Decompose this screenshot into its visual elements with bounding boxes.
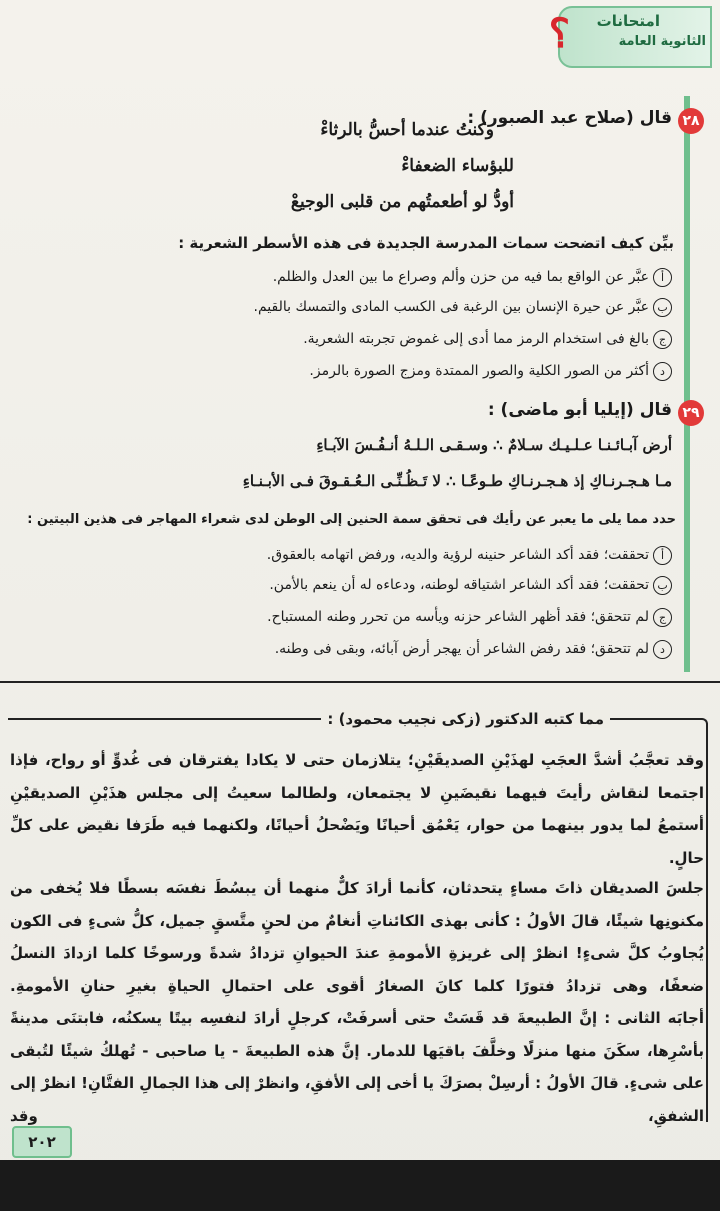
question-mark-icon: ؟ xyxy=(548,10,570,57)
page-number: ٢٠٢ xyxy=(12,1126,72,1158)
option-letter: ب xyxy=(653,298,672,317)
q29-option-d[interactable] xyxy=(275,640,672,659)
q28-option-a[interactable] xyxy=(273,268,672,287)
passage-title: مما كتبه الدكتور (زكى نجيب محمود) : xyxy=(321,710,610,728)
q28-verse-line-1: وكنتُ عندما أحسُّ بالرثاءْ xyxy=(320,120,494,140)
option-text: تحققت؛ فقد أكد الشاعر حنينه لرؤية والديه، ورفض اتهامه بالعقوق. xyxy=(266,547,649,563)
q29-option-b[interactable] xyxy=(269,576,672,595)
q28-verse-line-2: للبؤساء الضعفاءْ xyxy=(401,156,514,176)
q28-option-c[interactable] xyxy=(303,330,672,349)
series-subtitle: الثانوية العامة xyxy=(618,34,706,49)
option-letter: أ xyxy=(653,546,672,565)
question-number-28: ٢٨ xyxy=(678,108,704,134)
option-letter: ج xyxy=(653,608,672,627)
q29-prompt: حدد مما يلى ما يعبر عن رأيك فى تحقق سمة الحنين إلى الوطن لدى شعراء المهاجر فى هذين البيتين : xyxy=(27,512,676,527)
option-text: لم تتحقق؛ فقد رفض الشاعر أن يهجر أرض آبائه، وبقى فى وطنه. xyxy=(274,641,649,657)
option-letter: د xyxy=(653,640,672,659)
option-text: أكثر من الصور الكلية والصور الممتدة ومزج الصورة بالرمز. xyxy=(309,363,649,379)
option-letter: أ xyxy=(653,268,672,287)
option-letter: د xyxy=(653,362,672,381)
option-letter: ب xyxy=(653,576,672,595)
q29-option-a[interactable] xyxy=(267,546,672,565)
passage-paragraph-1: وقد تعجَّبُ أشدَّ العجَبِ لهذَيْنِ الصديقَيْنِ؛ يتلازمان حتى لا يكادا يفترقان فى غُدوٍّ أو رواح، فإذا اجتمعا لنقاش رأيتَ فيهما نقيضَينِ لا يجتمعان، ولطالما سعيتُ إلى مجلس هذَيْنِ الصديقيْنِ أستمعُ لما يدور بينهما من حوار، يَعْمُق أحيانًا ويَضْحلُ أحيانًا، ولكنهما فيه طَرَفا نقيض على كلِّ حالٍ. xyxy=(10,751,704,867)
questions-section xyxy=(12,96,700,672)
q29-verse-line-1: أرض آبـائـنـا عـلـيـك سـلامٌ ∴ وسـقـى الـلـهُ أنـفُـسَ الآبـاءِ xyxy=(316,436,672,454)
bottom-shadow xyxy=(0,1160,720,1211)
option-text: لم تتحقق؛ فقد أظهر الشاعر حزنه ويأسه من تحرر وطنه المستباح. xyxy=(267,609,649,625)
q29-option-c[interactable] xyxy=(267,608,672,627)
q28-prompt: بيِّن كيف اتضحت سمات المدرسة الجديدة فى هذه الأسطر الشعرية : xyxy=(178,234,674,252)
question-number-29: ٢٩ xyxy=(678,400,704,426)
question-28-head: قال (صلاح عبد الصبور) : xyxy=(467,108,672,128)
q28-option-d[interactable] xyxy=(309,362,672,381)
section-divider xyxy=(0,681,720,683)
option-letter: ج xyxy=(653,330,672,349)
option-text: عبَّر عن الواقع بما فيه من حزن وألم وصراع ما بين العدل والظلم. xyxy=(272,269,649,285)
series-title: امتحانات xyxy=(596,12,660,30)
option-text: بالغ فى استخدام الرمز مما أدى إلى غموض تجربته الشعرية. xyxy=(303,331,649,347)
option-text: عبَّر عن حيرة الإنسان بين الرغبة فى الكسب المادى والتمسك بالقيم. xyxy=(253,299,649,315)
question-29-head: قال (إيليا أبو ماضى) : xyxy=(487,400,672,420)
passage-paragraph-3: أجابَه الثانى : إنَّ الطبيعةَ قد قَسَتْ حتى أسرفَتْ، كرجلٍ أرادَ لنفسِه بيتًا يسكنُه، فابتنَى مدينةً بأسْرِها، سكَنَ منها منزلًا وخلَّفَ باقيَها للدمار. إنَّ هذه الطبيعةَ - يا صاحبى - تُهلكُ شيئًا لتُبقى على شىءٍ. قالَ الأولُ : أرسِلْ بصرَكَ يا أخى إلى الأفقِ، وانظرْ إلى هذا الجمالِ الفتَّانِ! انظرْ إلى الشفقِ، وقد xyxy=(10,1009,704,1125)
q29-verse-line-2: مـا هـجـرنـاكِ إذ هـجـرنـاكِ طـوعًـا ∴ لا تَـظُـنِّـى الـعُـقـوقَ فـى الأبـنـاءِ xyxy=(242,472,672,490)
q28-option-b[interactable] xyxy=(254,298,673,317)
passage-paragraph-2: جلسَ الصديقان ذاتَ مساءٍ يتحدثان، كأنما أرادَ كلٌّ منهما أن يبسُطَ نفسَه بسطًا فلا يُخفى من مكنونِها شيئًا، قالَ الأولُ : كأنى بهذى الكائناتِ أنغامٌ من لحنٍ متَّسقٍ جميل، كلُّ شىءٍ فى الكون يُجاوبُ كلَّ شىءٍ! انظرْ إلى غريزةِ الأمومةِ عندَ الحيوانِ تزدادُ شدةً ورسوخًا كلما ازدادَ النسلُ ضعفًا، وهى تزدادُ فتورًا كلما كانَ الصغارُ أقوى على احتمالِ الحياةِ بغيرِ حنانِ الأمومةِ. xyxy=(10,879,704,995)
option-text: تحققت؛ فقد أكد الشاعر اشتياقه لوطنه، ودعاءه له أن ينعم بالأمن. xyxy=(269,577,649,593)
q28-verse-line-3: أودُّ لو أطعمتُهم من قلبى الوجيعْ xyxy=(290,192,514,212)
